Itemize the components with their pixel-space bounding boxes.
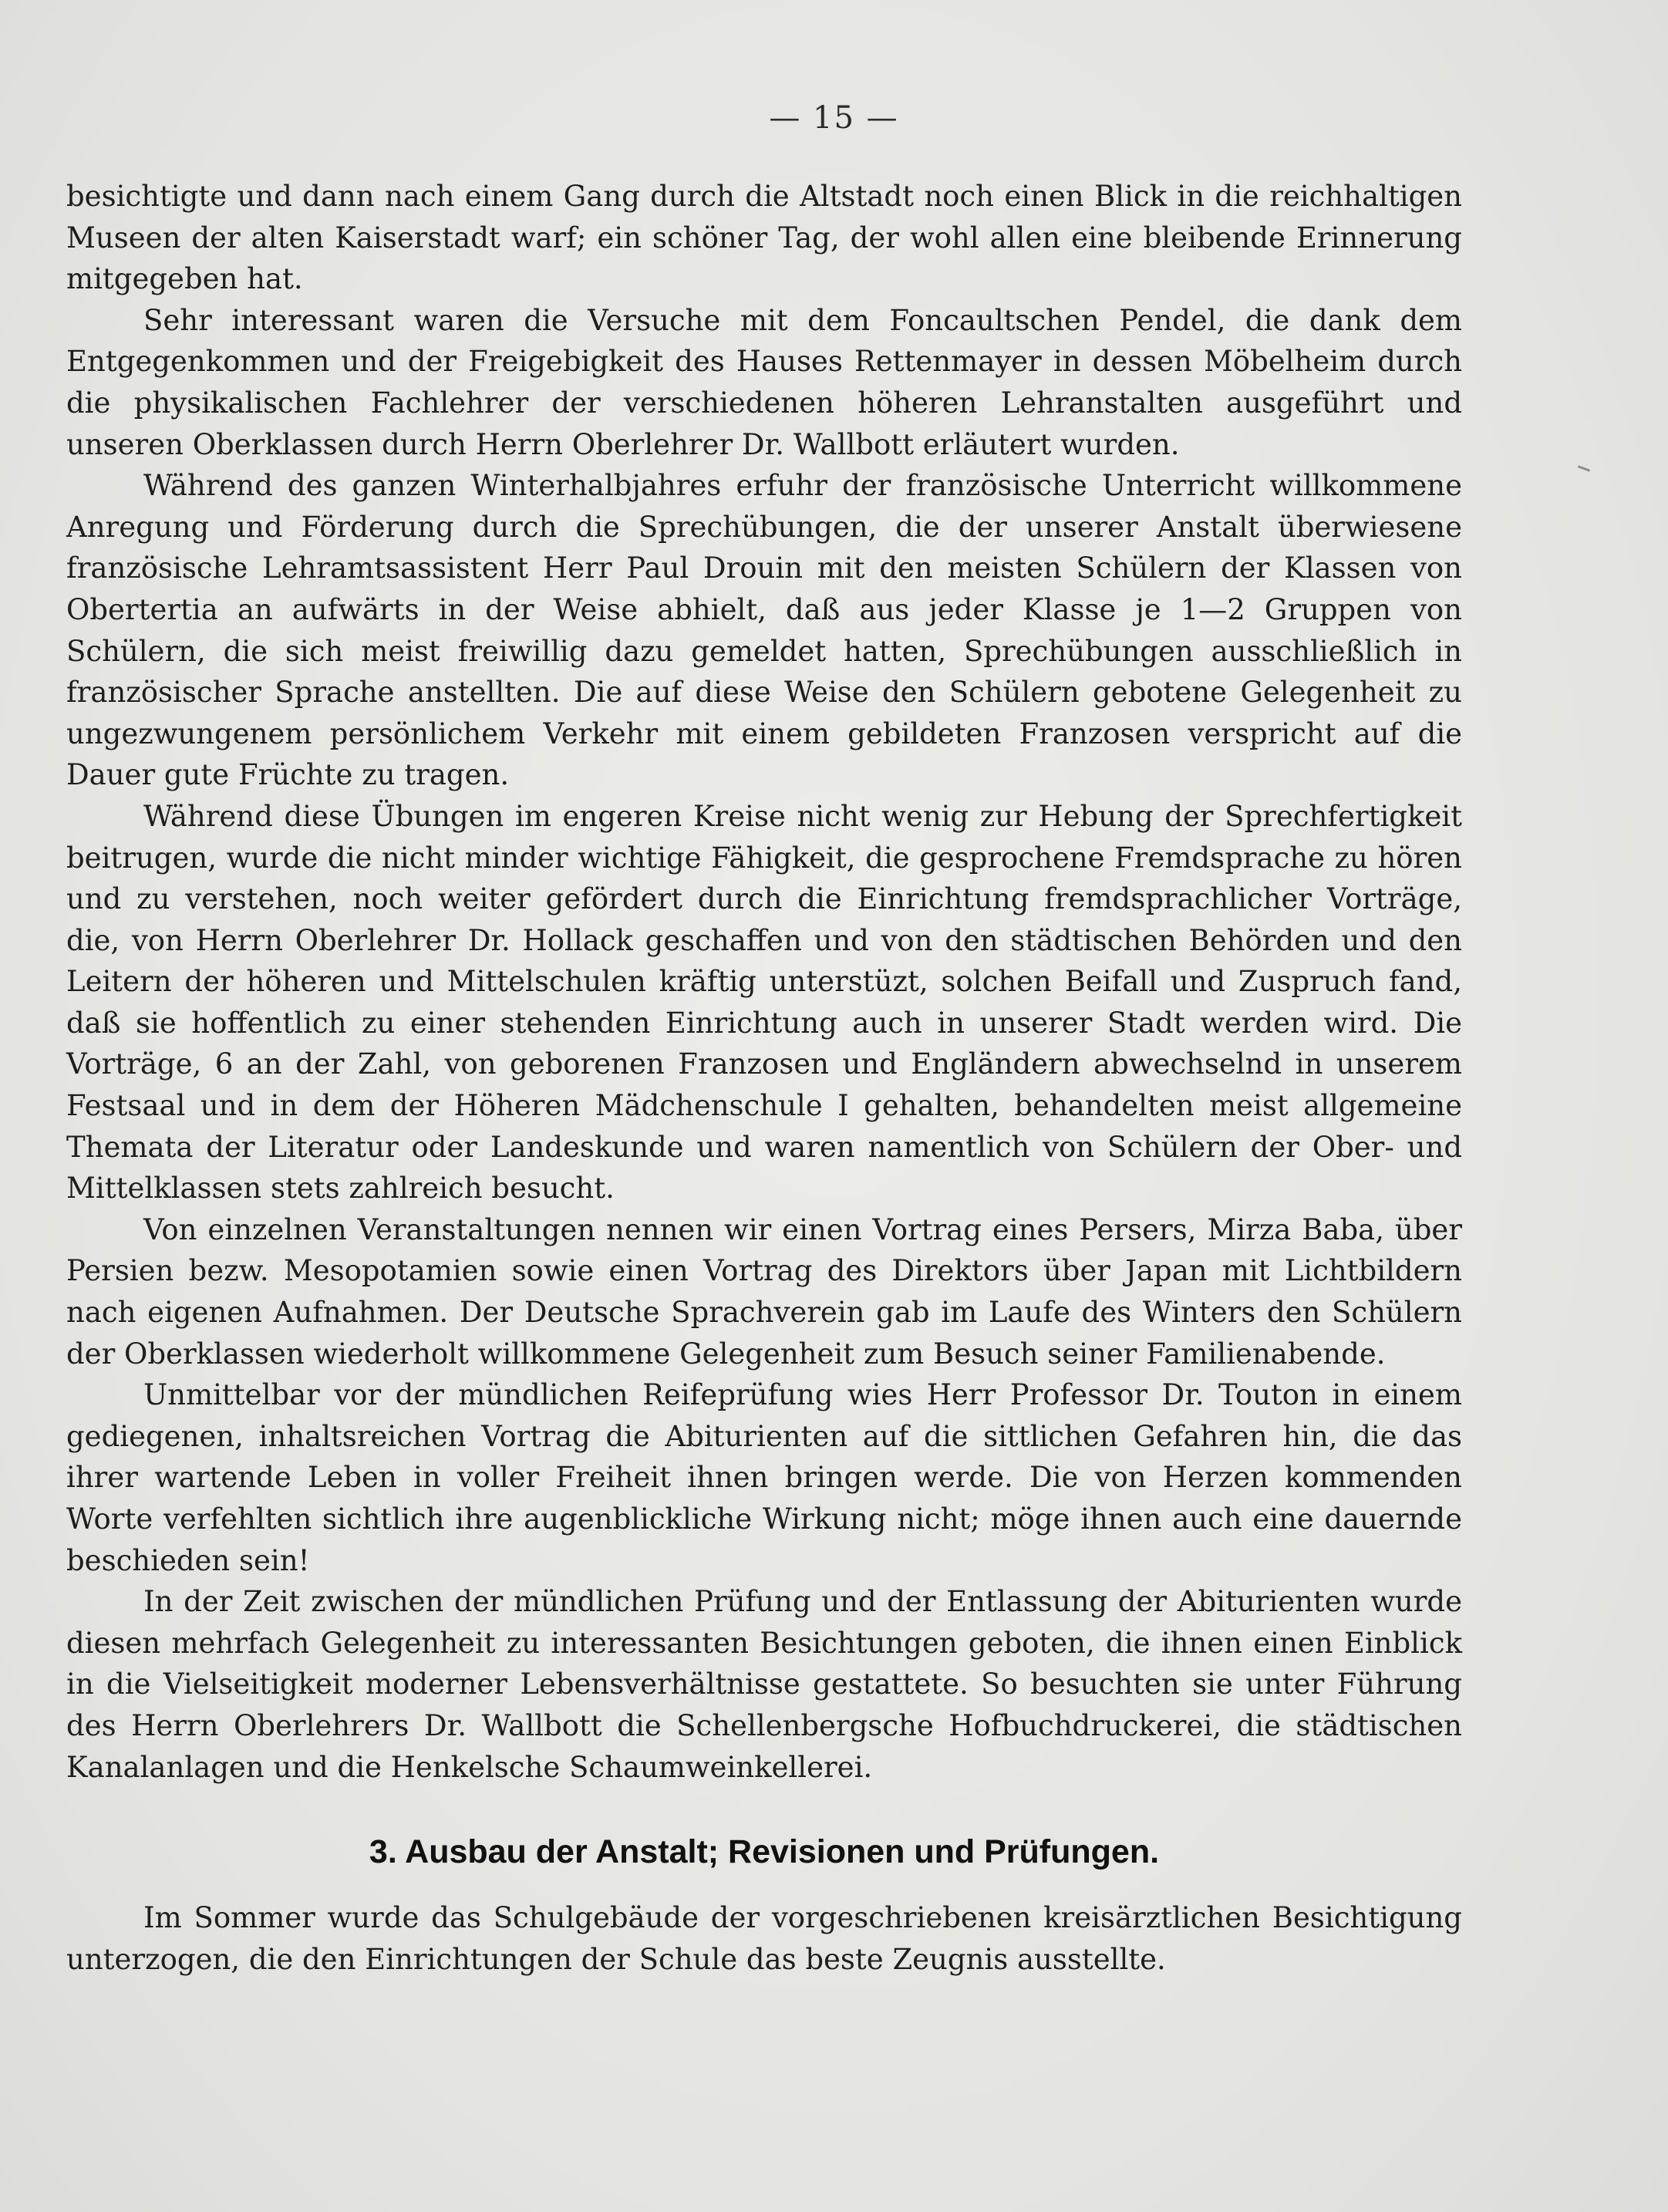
paragraph-1: besichtigte und dann nach einem Gang durch die Altstadt noch einen Blick in die reichhaltigen Museen der alten Kaiserstadt warf; ein schöner Tag, der wohl allen eine bleibende Erinnerung mitgegeben hat. bbox=[66, 180, 1462, 296]
margin-mark bbox=[1578, 465, 1590, 471]
paragraph-2: Sehr interessant waren die Versuche mit dem Foncaultschen Pendel, die dank dem Entgegenkommen und der Freigebigkeit des Hauses Rettenmayer in dessen Möbelheim durch die physikalischen Fachlehrer der verschiedenen höheren Lehranstalten ausgeführt und unseren Oberklassen durch Herrn Oberlehrer Dr. Wallbott erläutert wurden. bbox=[66, 303, 1462, 461]
section-paragraph: Im Sommer wurde das Schulgebäude der vorgeschriebenen kreisärztlichen Besichtigung unterzogen, die den Einrichtungen der Schule das beste Zeugnis ausstellte. bbox=[66, 1901, 1462, 1976]
page-number: — 15 — bbox=[769, 100, 899, 136]
paragraph-3: Während des ganzen Winterhalbjahres erfuhr der französische Unterricht willkommene Anregung und Förderung durch die Sprechübungen, die der unserer Anstalt überwiesene französische Lehramtsassistent Herr Paul Drouin mit den meisten Schülern der Klassen von Obertertia an aufwärts in der Weise abhielt, daß aus jeder Klasse je 1—2 Gruppen von Schülern, die sich meist freiwillig dazu gemeldet hatten, Sprechübungen ausschließlich in französischer Sprache anstellten. Die auf diese Weise den Schülern gebotene Gelegenheit zu ungezwungenem persönlichem Verkehr mit einem gebildeten Franzosen verspricht auf die Dauer gute Früchte zu tragen. bbox=[66, 469, 1462, 792]
paragraph-4: Während diese Übungen im engeren Kreise nicht wenig zur Hebung der Sprechfertigkeit beitrugen, wurde die nicht minder wichtige Fähigkeit, die gesprochene Fremdsprache zu hören und zu verstehen, noch weiter gefördert durch die Einrichtung fremdsprachlicher Vorträge, die, von Herrn Oberlehrer Dr. Hollack geschaffen und von den städtischen Behörden und den Leitern der höheren und Mittelschulen kräftig unterstüzt, solchen Beifall und Zuspruch fand, daß sie hoffentlich zu einer stehenden Einrichtung auch in unserer Stadt werden wird. Die Vorträge, 6 an der Zahl, von geborenen Franzosen und Engländern abwechselnd in unserem Festsaal und in dem der Höheren Mädchenschule I gehalten, behandelten meist allgemeine Themata der Literatur oder Landeskunde und waren namentlich von Schülern der Ober- und Mittelklassen stets zahlreich besucht. bbox=[66, 799, 1462, 1205]
paragraph-6: Unmittelbar vor der mündlichen Reifeprüfung wies Herr Professor Dr. Touton in einem gediegenen, inhaltsreichen Vortrag die Abiturienten auf die sittlichen Gefahren hin, die das ihrer wartende Leben in voller Freiheit ihnen bringen werde. Die von Herzen kommenden Worte verfehlten sichtlich ihre augenblickliche Wirkung nicht; möge ihnen auch eine dauernde beschieden sein! bbox=[66, 1378, 1462, 1577]
paragraph-5: Von einzelnen Veranstaltungen nennen wir einen Vortrag eines Persers, Mirza Baba, über Persien bezw. Mesopotamien sowie einen Vortrag des Direktors über Japan mit Lichtbildern nach eigenen Aufnahmen. Der Deutsche Sprachverein gab im Laufe des Winters den Schülern der Oberklassen wiederholt willkommene Gelegenheit zum Besuch seiner Familienabende. bbox=[66, 1212, 1462, 1371]
section-heading: 3. Ausbau der Anstalt; Revisionen und Prüfungen. bbox=[369, 1833, 1160, 1871]
paragraph-7: In der Zeit zwischen der mündlichen Prüfung und der Entlassung der Abiturienten wurde diesen mehrfach Gelegenheit zu interessanten Besichtungen geboten, die ihnen einen Einblick in die Vielseitigkeit moderner Lebensverhältnisse gestattete. So besuchten sie unter Führung des Herrn Oberlehrers Dr. Wallbott die Schellenbergsche Hofbuchdruckerei, die städtischen Kanalanlagen und die Henkelsche Schaumweinkellerei. bbox=[66, 1585, 1462, 1784]
page-body bbox=[66, 176, 1462, 1980]
